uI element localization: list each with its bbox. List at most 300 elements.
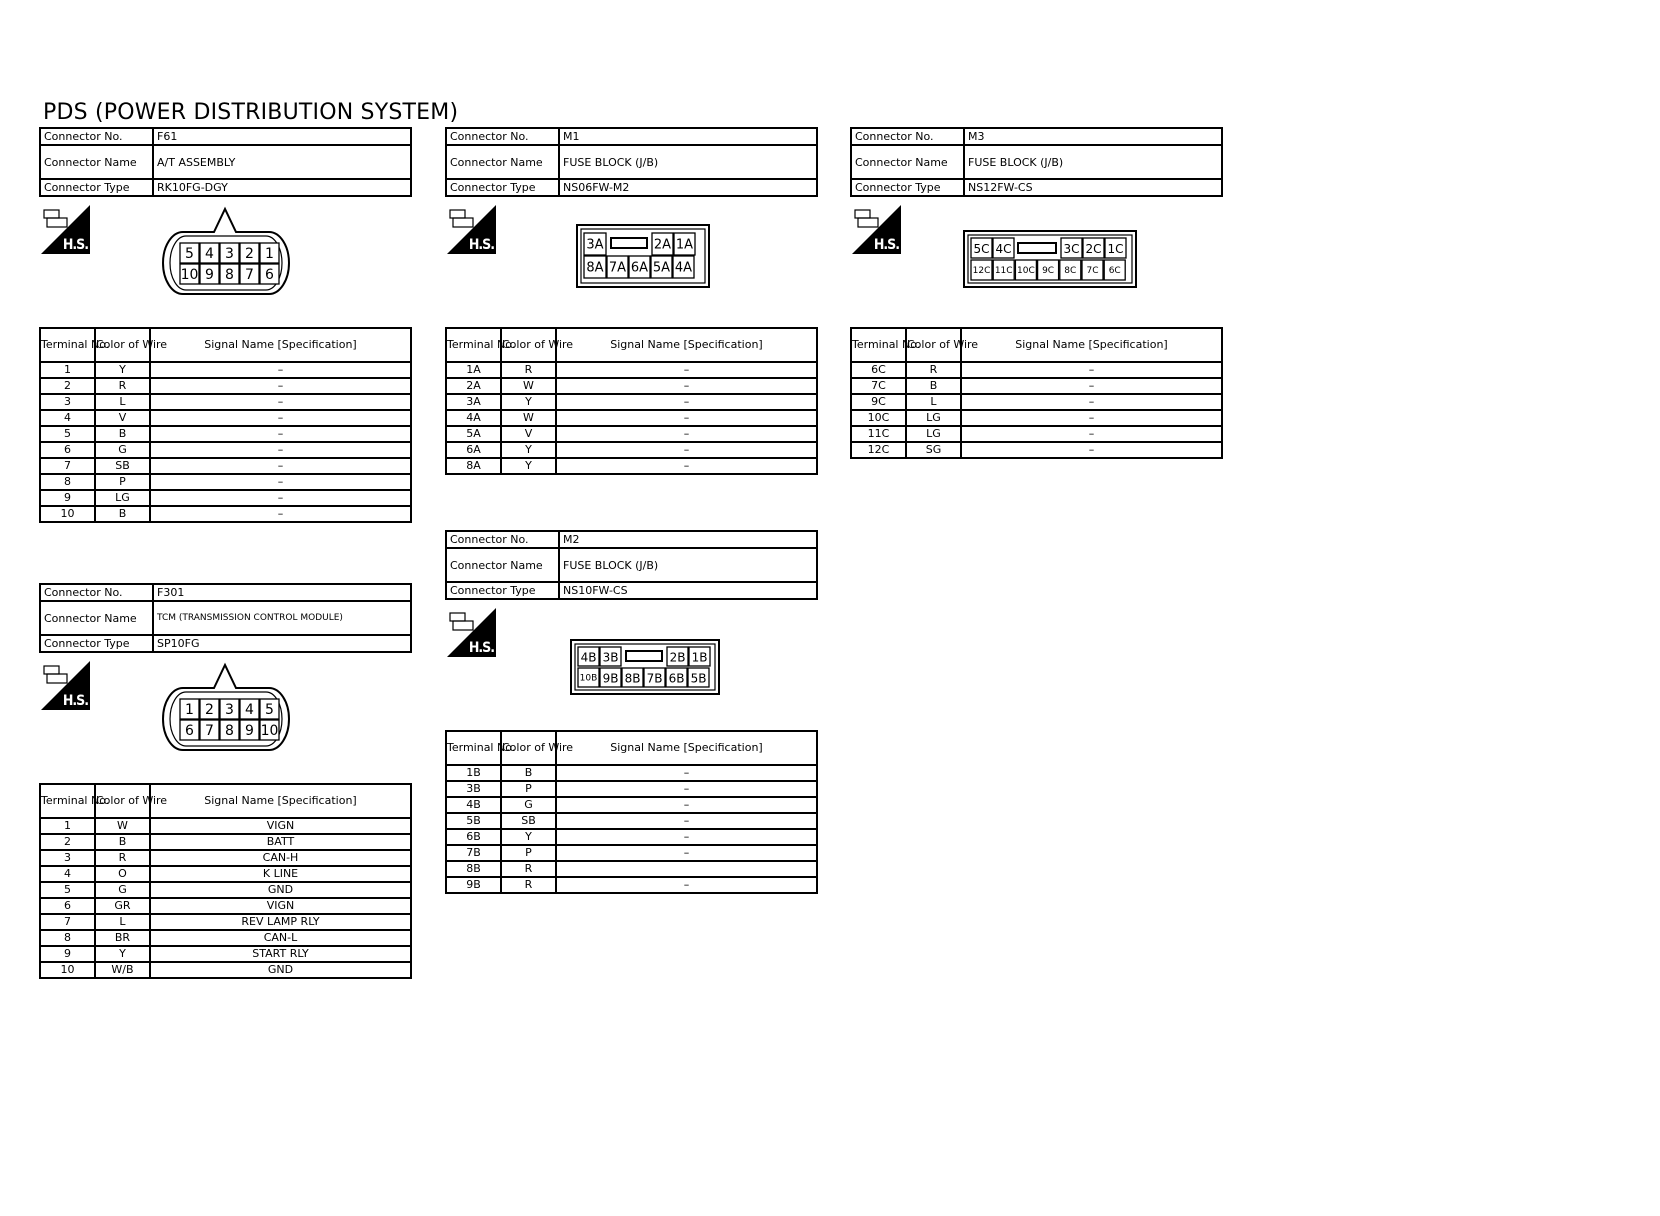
table-row [446, 378, 817, 394]
color-of-wire-header: Color of Wire [906, 328, 961, 362]
terminal-no-cell: 5 [40, 426, 95, 442]
pin-label: 7A [608, 260, 627, 276]
terminal-no-cell: 3 [40, 850, 95, 866]
connector-type-label: Connector Type [851, 179, 964, 196]
pin-label: 4C [995, 242, 1012, 256]
harness-side-icon [852, 205, 901, 254]
pin-label: 2 [205, 702, 214, 718]
table-row [40, 930, 411, 946]
terminal-no-cell: 7C [851, 378, 906, 394]
connector-name-label: Connector Name [40, 601, 153, 635]
signal-name-cell: – [961, 394, 1222, 410]
table-row [446, 829, 817, 845]
terminal-no-cell: 6C [851, 362, 906, 378]
signal-name-cell: – [556, 829, 817, 845]
pin-label: 6 [265, 267, 274, 283]
terminal-no-cell: 2 [40, 378, 95, 394]
pin-label: 4 [205, 246, 214, 262]
terminal-table [445, 327, 818, 475]
connector-no-value: F61 [153, 128, 411, 145]
connector-type-value: SP10FG [153, 635, 411, 652]
pin-label: 7B [646, 671, 663, 686]
signal-name-cell: START RLY [150, 946, 411, 962]
pin-label: 10B [579, 673, 598, 684]
terminal-no-cell: 9 [40, 490, 95, 506]
pin-cavity [200, 243, 219, 263]
table-row [446, 845, 817, 861]
pin-cavity [651, 256, 672, 278]
terminal-table [39, 783, 412, 979]
key-slot [626, 651, 662, 661]
pin-cavity [584, 233, 606, 255]
pin-label: 6C [1108, 266, 1121, 276]
rect-connector-m1 [575, 223, 711, 291]
signal-name-cell: – [150, 362, 411, 378]
hs-badge-label: H.S. [873, 237, 899, 253]
signal-name-cell: CAN-L [150, 930, 411, 946]
pin-label: 3C [1063, 242, 1080, 256]
pin-cavity [1015, 260, 1036, 280]
pin-label: 2 [245, 246, 254, 262]
signal-name-cell: K LINE [150, 866, 411, 882]
terminal-no-cell: 6A [446, 442, 501, 458]
signal-name-cell: – [150, 474, 411, 490]
pin-label: 8B [624, 671, 641, 686]
pin-cavity [578, 668, 599, 687]
terminal-no-cell: 6 [40, 898, 95, 914]
pin-cavity [622, 668, 643, 687]
pin-cavity [993, 238, 1014, 258]
pin-cavity [629, 256, 650, 278]
table-row [40, 946, 411, 962]
table-row [40, 914, 411, 930]
table-row [446, 362, 817, 378]
wire-color-cell: G [501, 797, 556, 813]
table-row [40, 474, 411, 490]
table-row [446, 410, 817, 426]
terminal-no-cell: 12C [851, 442, 906, 458]
pin-cavity [688, 668, 709, 687]
connector-name-value: FUSE BLOCK (J/B) [559, 548, 817, 582]
hs-badge-label: H.S. [468, 640, 494, 656]
wire-color-cell: Y [95, 946, 150, 962]
pin-label: 6 [185, 723, 194, 739]
terminal-no-cell: 4 [40, 410, 95, 426]
oval-connector-f61 [159, 205, 299, 295]
color-of-wire-header: Color of Wire [501, 328, 556, 362]
signal-name-cell: CAN-H [150, 850, 411, 866]
connector-type-value: NS12FW-CS [964, 179, 1222, 196]
table-row [851, 362, 1222, 378]
pin-cavity [600, 647, 621, 666]
pin-cavity [689, 647, 710, 666]
signal-name-cell: – [150, 378, 411, 394]
pin-label: 4B [580, 650, 597, 665]
connector-name-value: FUSE BLOCK (J/B) [559, 145, 817, 179]
connector-type-label: Connector Type [446, 582, 559, 599]
connector-no-label: Connector No. [446, 531, 559, 548]
connector-no-label: Connector No. [40, 584, 153, 601]
harness-side-icon [447, 608, 496, 657]
pin-cavity [1105, 238, 1126, 258]
wire-color-cell: B [95, 426, 150, 442]
connector-no-value: M3 [964, 128, 1222, 145]
wire-color-cell: R [906, 362, 961, 378]
connector-block-m1 [445, 127, 818, 475]
connector-type-label: Connector Type [446, 179, 559, 196]
signal-name-cell: – [961, 378, 1222, 394]
wire-color-cell: G [95, 442, 150, 458]
wire-color-cell: SB [95, 458, 150, 474]
table-row [40, 850, 411, 866]
pin-label: 8 [225, 267, 234, 283]
terminal-no-header: Terminal No. [40, 328, 95, 362]
terminal-no-cell: 7B [446, 845, 501, 861]
connector-info-table [445, 127, 818, 197]
table-row [40, 458, 411, 474]
connector-info-table [850, 127, 1223, 197]
terminal-no-cell: 10 [40, 506, 95, 522]
pin-label: 1C [1107, 242, 1124, 256]
table-row [446, 442, 817, 458]
table-row [446, 877, 817, 893]
pin-cavity [667, 647, 688, 666]
terminal-no-cell: 5A [446, 426, 501, 442]
pin-label: 8C [1064, 266, 1077, 276]
connector-diagram [39, 197, 412, 327]
terminal-no-cell: 9B [446, 877, 501, 893]
connector-name-label: Connector Name [446, 145, 559, 179]
terminal-no-cell: 5B [446, 813, 501, 829]
terminal-no-cell: 1B [446, 765, 501, 781]
signal-name-cell: – [556, 426, 817, 442]
terminal-no-header: Terminal No. [446, 328, 501, 362]
signal-name-cell: – [556, 797, 817, 813]
connector-block-f61 [39, 127, 412, 523]
wire-color-cell: R [501, 877, 556, 893]
table-row [446, 426, 817, 442]
table-row [40, 426, 411, 442]
terminal-no-cell: 7 [40, 914, 95, 930]
pin-label: 1 [185, 702, 194, 718]
pin-label: 5 [185, 246, 194, 262]
pin-label: 2B [669, 650, 686, 665]
pin-cavity [644, 668, 665, 687]
signal-name-header: Signal Name [Specification] [150, 784, 411, 818]
signal-name-cell: – [556, 877, 817, 893]
signal-name-cell: – [556, 813, 817, 829]
oval-connector-f301 [159, 661, 299, 751]
terminal-no-cell: 3B [446, 781, 501, 797]
terminal-no-cell: 10 [40, 962, 95, 978]
signal-name-cell: – [556, 378, 817, 394]
connector-info-table [445, 530, 818, 600]
table-row [40, 362, 411, 378]
pin-cavity [180, 243, 199, 263]
wire-color-cell: SB [501, 813, 556, 829]
pin-cavity [240, 264, 259, 284]
table-row [40, 962, 411, 978]
signal-name-cell: – [150, 506, 411, 522]
wire-color-cell: L [95, 914, 150, 930]
table-row [446, 813, 817, 829]
wire-color-cell: W [501, 410, 556, 426]
table-row [40, 898, 411, 914]
wire-color-cell: L [906, 394, 961, 410]
table-row [446, 797, 817, 813]
terminal-no-cell: 2 [40, 834, 95, 850]
pin-cavity [220, 699, 239, 719]
table-row [446, 861, 817, 877]
terminal-no-cell: 6 [40, 442, 95, 458]
pin-cavity [260, 720, 279, 740]
pin-cavity [578, 647, 599, 666]
wire-color-cell: R [95, 850, 150, 866]
pin-cavity [240, 720, 259, 740]
signal-name-cell: – [556, 362, 817, 378]
terminal-no-cell: 3A [446, 394, 501, 410]
pin-label: 9B [602, 671, 619, 686]
signal-name-cell: – [556, 394, 817, 410]
table-row [40, 378, 411, 394]
pin-label: 3 [225, 702, 234, 718]
pin-label: 4 [245, 702, 254, 718]
table-row [446, 781, 817, 797]
signal-name-cell: – [961, 362, 1222, 378]
connector-diagram [445, 197, 818, 327]
pin-label: 7 [205, 723, 214, 739]
signal-name-cell: VIGN [150, 898, 411, 914]
signal-name-cell: – [150, 410, 411, 426]
connector-name-label: Connector Name [851, 145, 964, 179]
page-title: PDS (POWER DISTRIBUTION SYSTEM) [43, 100, 459, 125]
pin-cavity [260, 699, 279, 719]
signal-name-cell: VIGN [150, 818, 411, 834]
connector-info-table [39, 127, 412, 197]
wire-color-cell: BR [95, 930, 150, 946]
wire-color-cell: B [95, 834, 150, 850]
signal-name-cell: GND [150, 962, 411, 978]
signal-name-cell: – [150, 442, 411, 458]
pin-label: 8 [225, 723, 234, 739]
color-of-wire-header: Color of Wire [501, 731, 556, 765]
pin-label: 6B [668, 671, 685, 686]
signal-name-cell: BATT [150, 834, 411, 850]
connector-block-m3 [850, 127, 1223, 459]
wire-color-cell: Y [501, 458, 556, 474]
pin-cavity [240, 699, 259, 719]
terminal-no-cell: 4A [446, 410, 501, 426]
wire-color-cell: LG [95, 490, 150, 506]
connector-diagram [39, 653, 412, 783]
hs-badge-label: H.S. [62, 693, 88, 709]
signal-name-cell: – [556, 781, 817, 797]
signal-name-cell: – [961, 410, 1222, 426]
pin-label: 7C [1086, 266, 1099, 276]
pin-cavity [1104, 260, 1125, 280]
pin-cavity [1082, 260, 1103, 280]
terminal-table [39, 327, 412, 523]
pin-cavity [260, 243, 279, 263]
pin-label: 9C [1042, 266, 1055, 276]
pin-label: 3 [225, 246, 234, 262]
terminal-no-cell: 2A [446, 378, 501, 394]
connector-no-label: Connector No. [40, 128, 153, 145]
pin-label: 2A [653, 237, 672, 253]
table-row [851, 442, 1222, 458]
connector-block-m2 [445, 530, 818, 894]
pin-cavity [200, 699, 219, 719]
pin-label: 2C [1085, 242, 1102, 256]
terminal-no-cell: 10C [851, 410, 906, 426]
signal-name-cell: – [556, 765, 817, 781]
pin-label: 6A [630, 260, 649, 276]
wire-color-cell: P [95, 474, 150, 490]
signal-name-cell: REV LAMP RLY [150, 914, 411, 930]
signal-name-cell: – [150, 458, 411, 474]
connector-diagram [850, 197, 1223, 327]
signal-name-cell: – [961, 442, 1222, 458]
terminal-table [445, 730, 818, 894]
signal-name-cell: – [150, 490, 411, 506]
table-row [40, 394, 411, 410]
pin-label: 1A [675, 237, 694, 253]
connector-name-label: Connector Name [40, 145, 153, 179]
table-row [851, 426, 1222, 442]
pin-cavity [993, 260, 1014, 280]
signal-name-cell: – [556, 410, 817, 426]
terminal-no-cell: 8A [446, 458, 501, 474]
terminal-no-cell: 1 [40, 362, 95, 378]
wire-color-cell: Y [501, 442, 556, 458]
pin-cavity [220, 264, 239, 284]
signal-name-header: Signal Name [Specification] [556, 328, 817, 362]
wire-color-cell: P [501, 781, 556, 797]
connector-no-label: Connector No. [446, 128, 559, 145]
terminal-no-cell: 1 [40, 818, 95, 834]
wire-color-cell: Y [501, 394, 556, 410]
pin-cavity [607, 256, 628, 278]
signal-name-cell: GND [150, 882, 411, 898]
terminal-no-cell: 8B [446, 861, 501, 877]
pin-cavity [584, 256, 606, 278]
pin-cavity [971, 260, 992, 280]
pin-label: 4A [674, 260, 693, 276]
pin-label: 9 [245, 723, 254, 739]
terminal-no-cell: 5 [40, 882, 95, 898]
wire-color-cell: Y [501, 829, 556, 845]
connector-name-value: FUSE BLOCK (J/B) [964, 145, 1222, 179]
pin-cavity [971, 238, 992, 258]
pin-cavity [180, 699, 199, 719]
terminal-no-cell: 7 [40, 458, 95, 474]
wire-color-cell: B [501, 765, 556, 781]
table-row [446, 458, 817, 474]
wire-color-cell: LG [906, 426, 961, 442]
terminal-no-cell: 4 [40, 866, 95, 882]
key-slot [1018, 243, 1056, 253]
wire-color-cell: W [95, 818, 150, 834]
pin-label: 3B [602, 650, 619, 665]
terminal-no-cell: 11C [851, 426, 906, 442]
pin-cavity [652, 233, 673, 255]
terminal-table [850, 327, 1223, 459]
wire-color-cell: V [95, 410, 150, 426]
pin-cavity [600, 668, 621, 687]
connector-type-label: Connector Type [40, 179, 153, 196]
pin-cavity [1038, 260, 1059, 280]
connector-type-value: RK10FG-DGY [153, 179, 411, 196]
signal-name-cell: – [556, 845, 817, 861]
table-row [40, 410, 411, 426]
pin-cavity [1060, 260, 1081, 280]
pin-cavity [180, 720, 199, 740]
color-of-wire-header: Color of Wire [95, 328, 150, 362]
connector-no-value: F301 [153, 584, 411, 601]
terminal-no-cell: 9 [40, 946, 95, 962]
wire-color-cell: G [95, 882, 150, 898]
wire-color-cell: LG [906, 410, 961, 426]
connector-type-value: NS10FW-CS [559, 582, 817, 599]
pin-cavity [200, 720, 219, 740]
connector-no-value: M2 [559, 531, 817, 548]
table-row [40, 490, 411, 506]
pin-label: 5C [973, 242, 990, 256]
harness-side-icon [41, 661, 90, 710]
wire-color-cell: R [95, 378, 150, 394]
connector-no-label: Connector No. [851, 128, 964, 145]
pin-label: 10 [260, 723, 279, 739]
terminal-no-cell: 8 [40, 474, 95, 490]
pin-label: 5A [652, 260, 671, 276]
wire-color-cell: SG [906, 442, 961, 458]
terminal-no-cell: 4B [446, 797, 501, 813]
signal-name-cell: – [150, 394, 411, 410]
signal-name-cell: – [961, 426, 1222, 442]
terminal-no-cell: 6B [446, 829, 501, 845]
connector-type-value: NS06FW-M2 [559, 179, 817, 196]
wire-color-cell: P [501, 845, 556, 861]
wire-color-cell: B [906, 378, 961, 394]
table-row [851, 410, 1222, 426]
wire-color-cell: Y [95, 362, 150, 378]
pin-cavity [180, 264, 199, 284]
signal-name-header: Signal Name [Specification] [961, 328, 1222, 362]
rect-connector-m3 [962, 229, 1138, 289]
connector-name-value: TCM (TRANSMISSION CONTROL MODULE) [153, 601, 411, 635]
wire-color-cell: B [95, 506, 150, 522]
pin-cavity [240, 243, 259, 263]
table-row [40, 506, 411, 522]
wire-color-cell: O [95, 866, 150, 882]
terminal-no-header: Terminal No. [40, 784, 95, 818]
pin-label: 11C [994, 266, 1013, 276]
rect-connector-m2 [569, 638, 721, 696]
pin-cavity [220, 720, 239, 740]
table-row [851, 378, 1222, 394]
pin-cavity [1083, 238, 1104, 258]
harness-side-icon [41, 205, 90, 254]
connector-type-label: Connector Type [40, 635, 153, 652]
terminal-no-cell: 3 [40, 394, 95, 410]
connector-info-table [39, 583, 412, 653]
pin-cavity [260, 264, 279, 284]
wire-color-cell: R [501, 861, 556, 877]
table-row [40, 442, 411, 458]
wire-color-cell: GR [95, 898, 150, 914]
connector-name-label: Connector Name [446, 548, 559, 582]
pin-label: 1B [691, 650, 708, 665]
